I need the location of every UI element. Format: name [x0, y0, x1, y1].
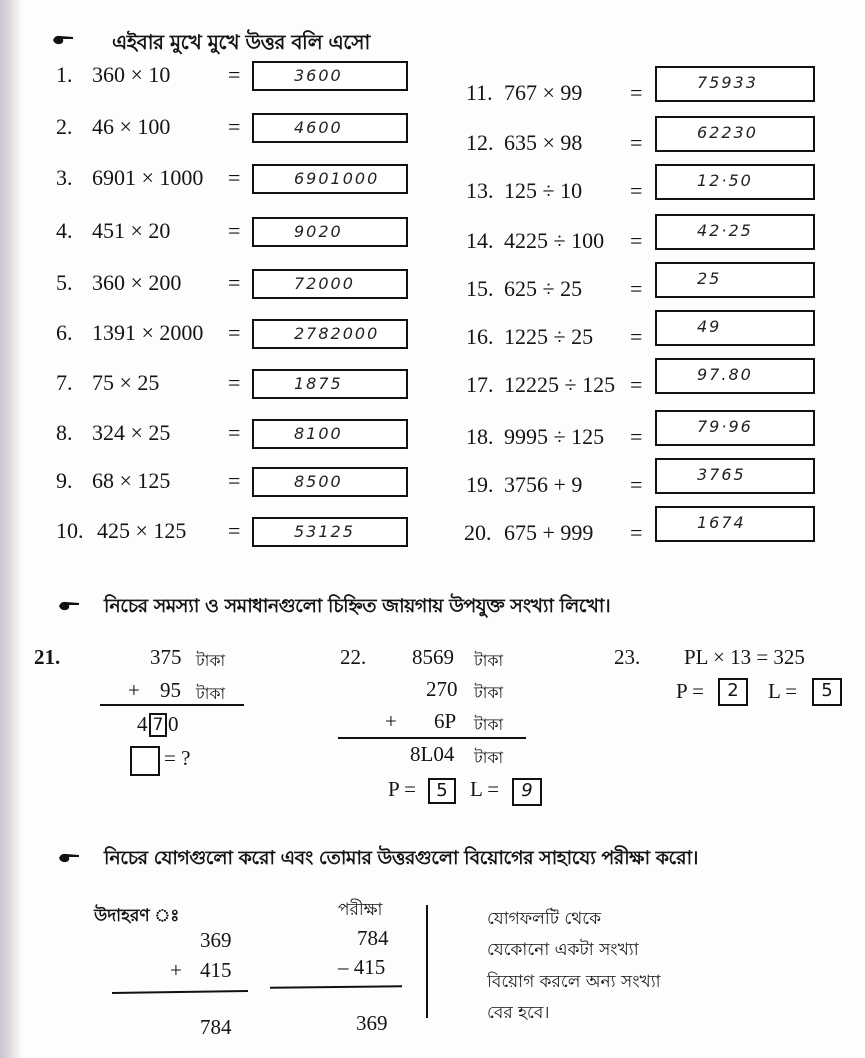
sum-result: 784 — [200, 1015, 232, 1039]
question-number: 9. — [56, 468, 73, 493]
question-number: 16. — [466, 324, 494, 349]
answer-box[interactable]: 25 — [655, 262, 815, 298]
addend-3: 6P — [434, 709, 457, 733]
equals-sign: = — [630, 424, 643, 449]
question-text: = ? — [164, 746, 191, 770]
page-edge-shadow — [0, 0, 22, 1058]
question-number: 2. — [56, 114, 73, 139]
answer-box[interactable]: 42·25 — [655, 214, 815, 250]
expression: 767 × 99 — [504, 80, 583, 105]
answer-box[interactable]: 8500 — [252, 467, 408, 497]
answer-box[interactable]: 53125 — [252, 517, 408, 547]
note-line: বিয়োগ করলে অন্য সংখ্যা — [487, 972, 661, 992]
expression: 75 × 25 — [92, 370, 160, 395]
currency-label: টাকা — [196, 684, 226, 703]
question-number: 15. — [466, 276, 494, 301]
equals-sign: = — [630, 80, 643, 105]
result-digit: 4 — [137, 712, 148, 736]
equals-sign: = — [630, 178, 643, 203]
answer-box[interactable]: 3600 — [252, 61, 408, 91]
divider — [426, 905, 428, 1018]
expression: 46 × 100 — [92, 114, 171, 139]
equals-sign: = — [228, 320, 241, 345]
plus-sign: + — [170, 958, 182, 982]
equation: PL × 13 = 325 — [684, 645, 805, 669]
example-label: উদাহরণ ঃ — [94, 906, 180, 926]
equals-sign: = — [630, 276, 643, 301]
expression: 6901 × 1000 — [92, 165, 204, 190]
pointing-hand-icon — [58, 852, 80, 864]
answer-box[interactable]: 1875 — [252, 369, 408, 399]
expression: 360 × 200 — [92, 270, 182, 295]
expression: 360 × 10 — [92, 62, 171, 87]
p-answer-box[interactable]: 2 — [718, 678, 748, 706]
l-label: L = — [768, 679, 798, 703]
difference-result: 369 — [356, 1011, 388, 1035]
problem-number: 21. — [34, 645, 61, 669]
difference-line — [270, 985, 402, 988]
answer-box[interactable]: 2782000 — [252, 319, 408, 349]
answer-box[interactable]: 79·96 — [655, 410, 815, 446]
answer-box[interactable]: 8100 — [252, 419, 408, 449]
equals-sign: = — [630, 520, 643, 545]
minuend: 784 — [357, 926, 389, 950]
subtrahend: – 415 — [338, 955, 386, 979]
result-digit: 0 — [168, 712, 179, 736]
expression: 68 × 125 — [92, 468, 171, 493]
addend-1: 375 — [150, 645, 182, 669]
answer-box[interactable]: 97.80 — [655, 358, 815, 394]
equals-sign: = — [228, 165, 241, 190]
question-number: 14. — [466, 228, 494, 253]
answer-box[interactable]: 1674 — [655, 506, 815, 542]
l-label: L = — [470, 777, 500, 801]
question-number: 6. — [56, 320, 73, 345]
expression: 1391 × 2000 — [92, 320, 204, 345]
plus-sign: + — [385, 709, 397, 733]
section1-heading: এইবার মুখে মুখে উত্তর বলি এসো — [112, 30, 370, 54]
p-answer-box[interactable]: 5 — [428, 778, 456, 804]
question-number: 3. — [56, 165, 73, 190]
sum-result: 8L04 — [410, 742, 455, 766]
section3-heading: নিচের যোগগুলো করো এবং তোমার উত্তরগুলো বিয়োগের সাহায্যে পরীক্ষা করো। — [104, 847, 698, 869]
expression: 451 × 20 — [92, 218, 171, 243]
question-number: 7. — [56, 370, 73, 395]
currency-label: টাকা — [474, 748, 504, 767]
p-label: P = — [676, 679, 704, 703]
currency-label: টাকা — [196, 651, 226, 670]
expression: 1225 ÷ 25 — [504, 324, 594, 349]
note-line: যোগফলটি থেকে — [487, 909, 602, 929]
plus-sign: + — [128, 678, 140, 702]
expression: 675 + 999 — [504, 520, 594, 545]
question-number: 19. — [466, 472, 494, 497]
check-label: পরীক্ষা — [338, 900, 383, 920]
currency-label: টাকা — [474, 651, 504, 670]
expression: 425 × 125 — [97, 518, 187, 543]
answer-box[interactable]: 62230 — [655, 116, 815, 152]
equals-sign: = — [630, 228, 643, 253]
pointing-hand-icon — [58, 600, 80, 612]
addend-2: 415 — [200, 958, 232, 982]
equals-sign: = — [228, 370, 241, 395]
answer-box[interactable]: 9020 — [252, 217, 408, 247]
expression: 125 ÷ 10 — [504, 178, 583, 203]
answer-box[interactable]: 3765 — [655, 458, 815, 494]
question-number: 1. — [56, 62, 73, 87]
equals-sign: = — [228, 114, 241, 139]
answer-box[interactable]: 75933 — [655, 66, 815, 102]
equals-sign: = — [630, 324, 643, 349]
sum-line — [100, 704, 244, 706]
answer-box[interactable]: 6901000 — [252, 164, 408, 194]
problem-number: 23. — [614, 645, 641, 669]
expression: 12225 ÷ 125 — [504, 372, 616, 397]
note-line: যেকোনো একটা সংখ্যা — [487, 940, 639, 960]
question-number: 8. — [56, 420, 73, 445]
question-number: 12. — [466, 130, 494, 155]
question-number: 5. — [56, 270, 73, 295]
note-line: বের হবে। — [487, 1003, 550, 1023]
expression: 324 × 25 — [92, 420, 171, 445]
expression: 3756 + 9 — [504, 472, 583, 497]
question-number: 10. — [56, 518, 84, 543]
question-number: 20. — [464, 520, 492, 545]
equals-sign: = — [228, 468, 241, 493]
addend-1: 369 — [200, 928, 232, 952]
expression: 4225 ÷ 100 — [504, 228, 605, 253]
problem-number: 22. — [340, 645, 367, 669]
answer-box[interactable]: 12·50 — [655, 164, 815, 200]
pointing-hand-icon — [52, 34, 74, 46]
answer-box[interactable]: 7 — [149, 713, 167, 737]
answer-box[interactable]: 72000 — [252, 269, 408, 299]
empty-box — [130, 746, 160, 776]
question-number: 18. — [466, 424, 494, 449]
expression: 635 × 98 — [504, 130, 583, 155]
answer-box[interactable]: 49 — [655, 310, 815, 346]
sum-line — [112, 990, 248, 994]
equals-sign: = — [630, 472, 643, 497]
l-answer-box[interactable]: 5 — [812, 678, 842, 706]
equals-sign: = — [228, 518, 241, 543]
equals-sign: = — [228, 218, 241, 243]
currency-label: টাকা — [474, 715, 504, 734]
question-number: 11. — [466, 80, 493, 105]
expression: 9995 ÷ 125 — [504, 424, 605, 449]
equals-sign: = — [228, 62, 241, 87]
question-number: 17. — [466, 372, 494, 397]
equals-sign: = — [630, 372, 643, 397]
p-label: P = — [388, 777, 416, 801]
question-number: 4. — [56, 218, 73, 243]
question-number: 13. — [466, 178, 494, 203]
addend-1: 8569 — [412, 645, 454, 669]
equals-sign: = — [228, 270, 241, 295]
equals-sign: = — [228, 420, 241, 445]
expression: 625 ÷ 25 — [504, 276, 583, 301]
addend-2: 270 — [426, 677, 458, 701]
addend-2: 95 — [160, 678, 181, 702]
answer-box[interactable]: 4600 — [252, 113, 408, 143]
currency-label: টাকা — [474, 683, 504, 702]
l-answer-box[interactable]: 9 — [512, 778, 542, 806]
section2-heading: নিচের সমস্যা ও সমাধানগুলো চিহ্নিত জায়গায় উপযুক্ত সংখ্যা লিখো। — [104, 595, 611, 617]
equals-sign: = — [630, 130, 643, 155]
sum-line — [338, 737, 526, 739]
